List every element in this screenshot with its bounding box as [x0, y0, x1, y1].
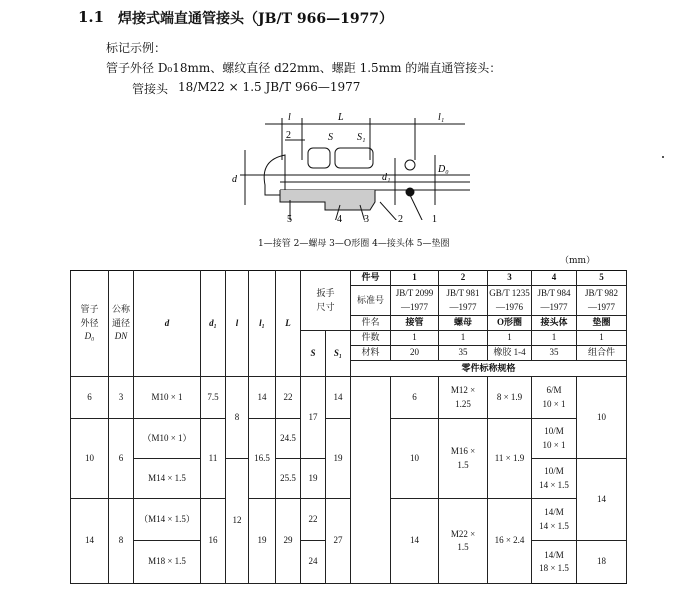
- cell-S: 19: [301, 459, 326, 499]
- part-name: O形圈: [488, 316, 532, 331]
- dim-l1: l₁: [438, 112, 445, 123]
- cell-part3: 11 × 1.9: [488, 419, 532, 499]
- cell-part2: M12 × 1.25: [439, 377, 488, 419]
- dim-l: l: [288, 112, 291, 123]
- cell-part4: 14/M 18 × 1.5: [532, 541, 577, 584]
- cell-part3: 16 × 2.4: [488, 499, 532, 584]
- cell-l1: 16.5: [249, 419, 276, 499]
- part-qty: 1: [488, 331, 532, 346]
- cell-part3: 8 × 1.9: [488, 377, 532, 419]
- cell-d: M18 × 1.5: [134, 541, 201, 584]
- header-S: S: [301, 331, 326, 377]
- part-no: 3: [488, 271, 532, 286]
- cell-d: M10 × 1: [134, 377, 201, 419]
- spec-table: [70, 270, 627, 584]
- part-std: GB/T 1235 —1976: [488, 286, 532, 316]
- part-std: JB/T 2099 —1977: [391, 286, 439, 316]
- cell-L: 22: [276, 377, 301, 419]
- part-material: 橡胶 1-4: [488, 346, 532, 361]
- section-number: 1.1: [78, 8, 105, 26]
- part-std: JB/T 984 —1977: [532, 286, 577, 316]
- part-std: JB/T 981 —1977: [439, 286, 488, 316]
- part-number: 1: [432, 214, 437, 225]
- example-label: 标记示例：: [106, 41, 167, 55]
- cell-part5: 18: [577, 541, 627, 584]
- part-qty: 1: [577, 331, 627, 346]
- cell-S: 24: [301, 541, 326, 584]
- cell-S1: 14: [326, 377, 351, 419]
- cell-d: （M14 × 1.5）: [134, 499, 201, 541]
- cell-part1: 14: [391, 499, 439, 584]
- table-row: [71, 419, 627, 459]
- cell-S: 22: [301, 499, 326, 541]
- header-L: L: [276, 271, 301, 377]
- part-material: 35: [532, 346, 577, 361]
- figure-caption: 1—接管 2—螺母 3—O形圈 4—接头体 5—垫圈: [258, 239, 450, 249]
- part-number: 2: [398, 214, 403, 225]
- part-number-labels: [280, 212, 480, 226]
- part-number: 5: [287, 214, 292, 225]
- part-qty: 1: [532, 331, 577, 346]
- cell-part4: 6/M 10 × 1: [532, 377, 577, 419]
- part-number: 4: [337, 214, 342, 225]
- dim-S1: S₁: [357, 132, 366, 143]
- part-number: 3: [364, 214, 369, 225]
- dim-d1: d₁: [382, 172, 391, 183]
- cell-DN: 6: [109, 419, 134, 499]
- cell-part4: 10/M 10 × 1: [532, 419, 577, 459]
- unit-label: （mm）: [560, 256, 596, 266]
- cell-l: 8: [226, 377, 249, 459]
- cell-L: 25.5: [276, 459, 301, 499]
- header-d: d: [134, 271, 201, 377]
- cell-S1: 19: [326, 419, 351, 499]
- cell-L: 24.5: [276, 419, 301, 459]
- cell-S: 17: [301, 377, 326, 459]
- cell-part1: 6: [391, 377, 439, 419]
- cell-l: 12: [226, 459, 249, 584]
- cell-d1: 16: [201, 499, 226, 584]
- header-S1: S₁: [326, 331, 351, 377]
- part-material: 20: [391, 346, 439, 361]
- part-qty: 1: [439, 331, 488, 346]
- part-name: 螺母: [439, 316, 488, 331]
- cell-part4: 14/M 14 × 1.5: [532, 499, 577, 541]
- dim-L: L: [338, 112, 344, 123]
- header-DN: 公称 通径 DN: [109, 271, 134, 377]
- header-d1: d₁: [201, 271, 226, 377]
- part-material: 组合件: [577, 346, 627, 361]
- blank-label-cell: [351, 377, 391, 584]
- dim-S: S: [328, 132, 333, 143]
- table-row: [71, 377, 627, 419]
- cell-DN: 8: [109, 499, 134, 584]
- qty-label: 件数: [351, 331, 391, 346]
- fitting-drawing: [220, 110, 480, 220]
- marking-value: 18/M22 × 1.5 JB/T 966—1977: [178, 80, 361, 94]
- part-name: 接头体: [532, 316, 577, 331]
- std-label: 标准号: [351, 286, 391, 316]
- material-label: 材料: [351, 346, 391, 361]
- scan-speck: [662, 156, 664, 158]
- cell-part5: 10: [577, 377, 627, 459]
- dim-D0: D₀: [438, 164, 449, 175]
- part-no-label: 件号: [351, 271, 391, 286]
- cell-D0: 6: [71, 377, 109, 419]
- cell-part2: M16 × 1.5: [439, 419, 488, 499]
- table-row: [71, 499, 627, 541]
- part-no: 2: [439, 271, 488, 286]
- cell-D0: 14: [71, 499, 109, 584]
- cell-S1: 27: [326, 499, 351, 584]
- dim-2: 2: [286, 130, 291, 141]
- dim-d: d: [232, 174, 237, 185]
- part-name: 垫圈: [577, 316, 627, 331]
- header-l1: l₁: [249, 271, 276, 377]
- marking-name: 管接头: [132, 82, 169, 96]
- part-no: 4: [532, 271, 577, 286]
- cell-part5: 14: [577, 459, 627, 541]
- part-qty: 1: [391, 331, 439, 346]
- cell-L: 29: [276, 499, 301, 584]
- part-material: 35: [439, 346, 488, 361]
- cell-l1: 14: [249, 377, 276, 419]
- cell-D0: 10: [71, 419, 109, 499]
- header-D0: 管子 外径 D₀: [71, 271, 109, 377]
- spec-label: 零件标称规格: [351, 361, 627, 377]
- cell-part1: 10: [391, 419, 439, 499]
- part-name: 接管: [391, 316, 439, 331]
- cell-d: M14 × 1.5: [134, 459, 201, 499]
- cell-part4: 10/M 14 × 1.5: [532, 459, 577, 499]
- cell-d: （M10 × 1）: [134, 419, 201, 459]
- part-no: 5: [577, 271, 627, 286]
- cell-l1: 19: [249, 499, 276, 584]
- example-description: 管子外径 D₀18mm、螺纹直径 d22mm、螺距 1.5mm 的端直通管接头：: [106, 61, 502, 75]
- part-no: 1: [391, 271, 439, 286]
- cell-d1: 11: [201, 419, 226, 499]
- name-label: 件名: [351, 316, 391, 331]
- section-title: 焊接式端直通管接头（JB/T 966—1977）: [118, 11, 394, 27]
- cell-d1: 7.5: [201, 377, 226, 419]
- part-std: JB/T 982 —1977: [577, 286, 627, 316]
- header-wrench-size: 扳手 尺寸: [301, 271, 351, 331]
- cell-part2: M22 × 1.5: [439, 499, 488, 584]
- cell-DN: 3: [109, 377, 134, 419]
- header-l: l: [226, 271, 249, 377]
